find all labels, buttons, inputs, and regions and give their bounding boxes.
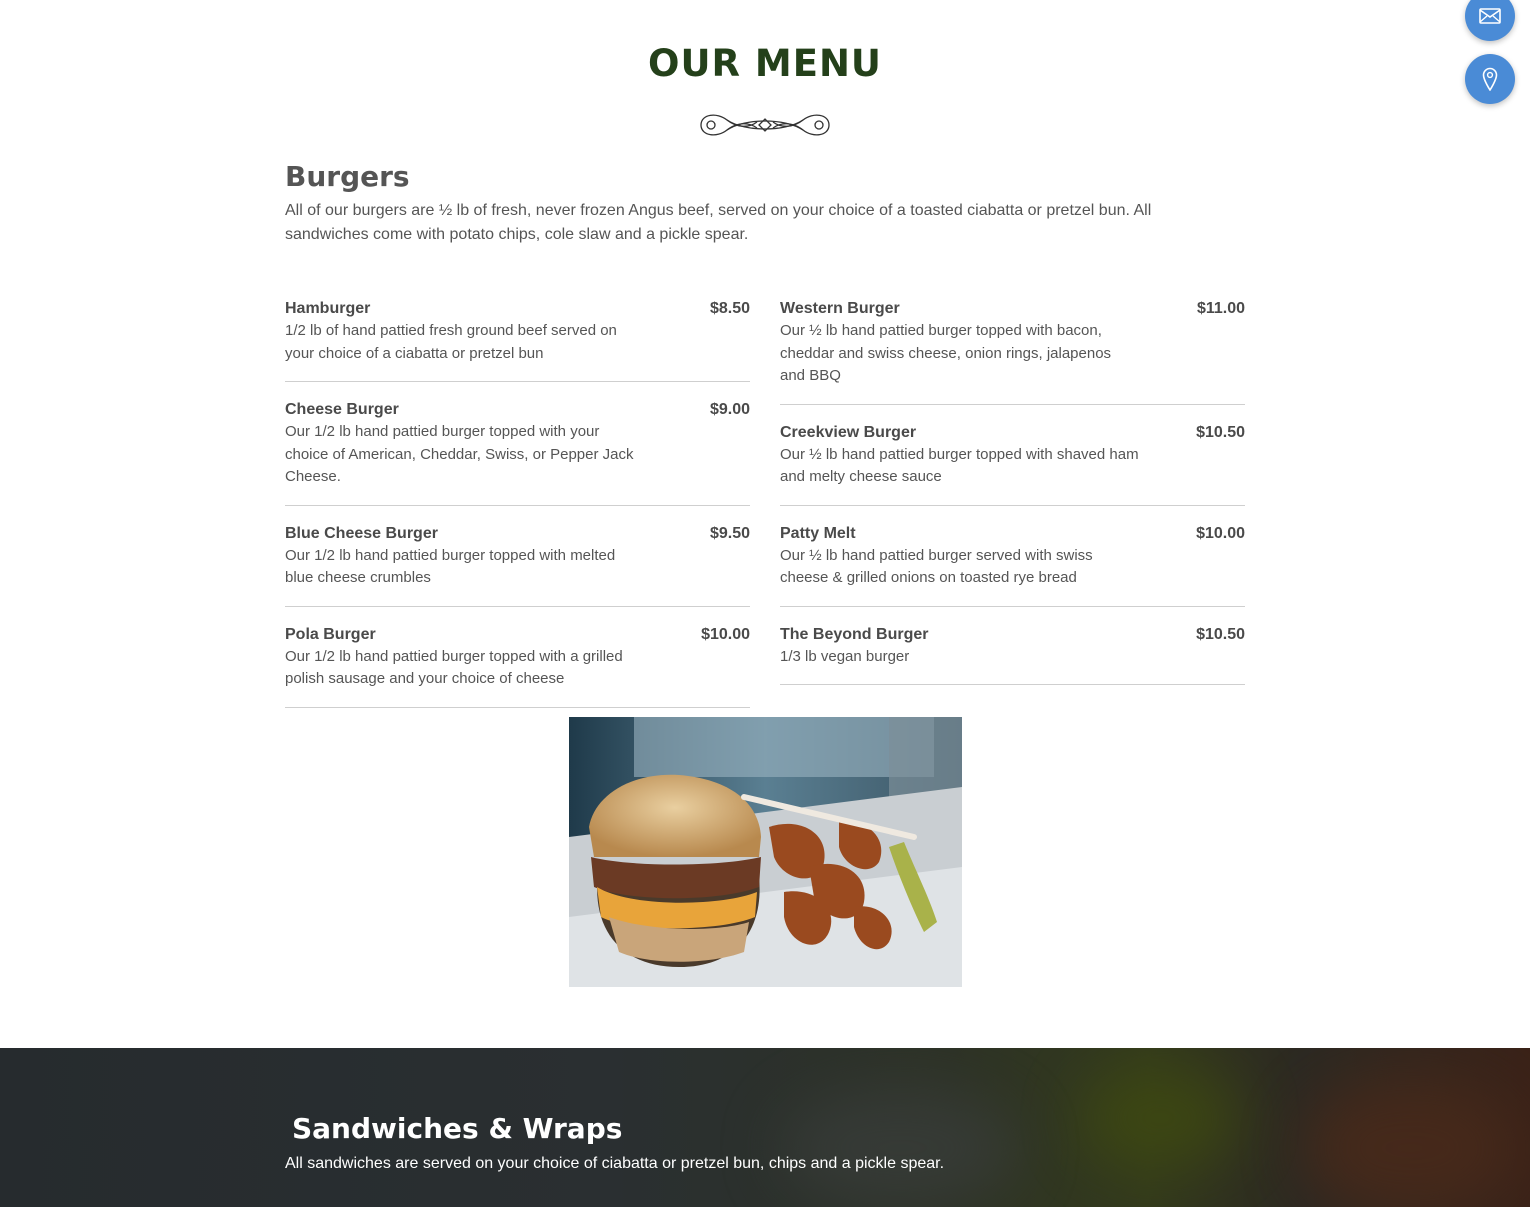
- menu-item-description: Our 1/2 lb hand pattied burger topped with a grilled polish sausage and your choice of cheese: [285, 647, 623, 687]
- menu-item-name: Hamburger: [285, 300, 371, 317]
- map-pin-icon: [1482, 67, 1498, 91]
- burger-basket-photo: [569, 717, 962, 987]
- menu-item-price: $10.00: [1196, 524, 1245, 542]
- menu-item-description: 1/3 lb vegan burger: [780, 647, 910, 665]
- menu-item-price: $9.00: [709, 401, 750, 418]
- menu-item: [780, 422, 1245, 506]
- menu-item: [780, 298, 1245, 405]
- menu-item-price: $10.00: [701, 625, 750, 643]
- decorative-flourish-icon: [697, 108, 833, 142]
- menu-item-name: Patty Melt: [780, 524, 856, 542]
- menu-item: [780, 523, 1245, 607]
- menu-item: [780, 624, 1245, 686]
- menu-item-name: Pola Burger: [285, 625, 376, 643]
- menu-item-price: $10.50: [1196, 625, 1245, 643]
- burgers-right-column: [780, 298, 1245, 702]
- menu-item-price: $10.50: [1196, 423, 1245, 441]
- menu-item-description: Our ½ lb hand pattied burger served with swiss cheese & grilled onions on toasted rye bread: [780, 546, 1093, 586]
- menu-item: [285, 298, 750, 382]
- sandwiches-intro: All sandwiches are served on your choice of ciabatta or pretzel bun, chips and a pickle spear.: [285, 1155, 945, 1172]
- menu-item: [285, 523, 750, 607]
- burgers-heading: Burgers: [285, 160, 410, 193]
- sandwiches-section-background: [0, 1048, 1530, 1207]
- menu-item-description: Our 1/2 lb hand pattied burger topped with your choice of American, Cheddar, Swiss, or Pepper Jack Cheese.: [285, 423, 634, 485]
- page-title: OUR MENU: [648, 42, 882, 85]
- menu-item-price: $9.50: [709, 524, 750, 542]
- menu-item: [285, 624, 750, 708]
- menu-item-description: 1/2 lb of hand pattied fresh ground beef served on your choice of a ciabatta or pretzel bun: [285, 322, 617, 362]
- email-button[interactable]: [1465, 0, 1515, 41]
- burgers-left-column: [285, 298, 750, 725]
- location-button[interactable]: [1465, 54, 1515, 104]
- menu-item-description: Our ½ lb hand pattied burger topped with shaved ham and melty cheese sauce: [780, 445, 1139, 485]
- burgers-intro: All of our burgers are ½ lb of fresh, never frozen Angus beef, served on your choice of a toasted ciabatta or pretzel bun. All sandwiches come with potato chips, cole slaw and a pickle spear.: [285, 202, 1152, 243]
- menu-item-description: Our ½ lb hand pattied burger topped with bacon, cheddar and swiss cheese, onion rings, jalapenos and BBQ: [780, 322, 1112, 384]
- menu-item-price: $8.50: [709, 300, 750, 317]
- menu-item-name: Creekview Burger: [780, 423, 917, 441]
- sandwiches-heading: Sandwiches & Wraps: [292, 1112, 623, 1145]
- menu-item-name: Western Burger: [780, 300, 900, 317]
- mail-icon: [1479, 8, 1501, 24]
- menu-item-price: $11.00: [1196, 300, 1245, 317]
- menu-item-name: Blue Cheese Burger: [285, 524, 438, 542]
- menu-item: [285, 399, 750, 506]
- menu-item-name: The Beyond Burger: [780, 625, 929, 643]
- menu-item-name: Cheese Burger: [285, 401, 399, 418]
- menu-item-description: Our 1/2 lb hand pattied burger topped with melted blue cheese crumbles: [285, 546, 616, 586]
